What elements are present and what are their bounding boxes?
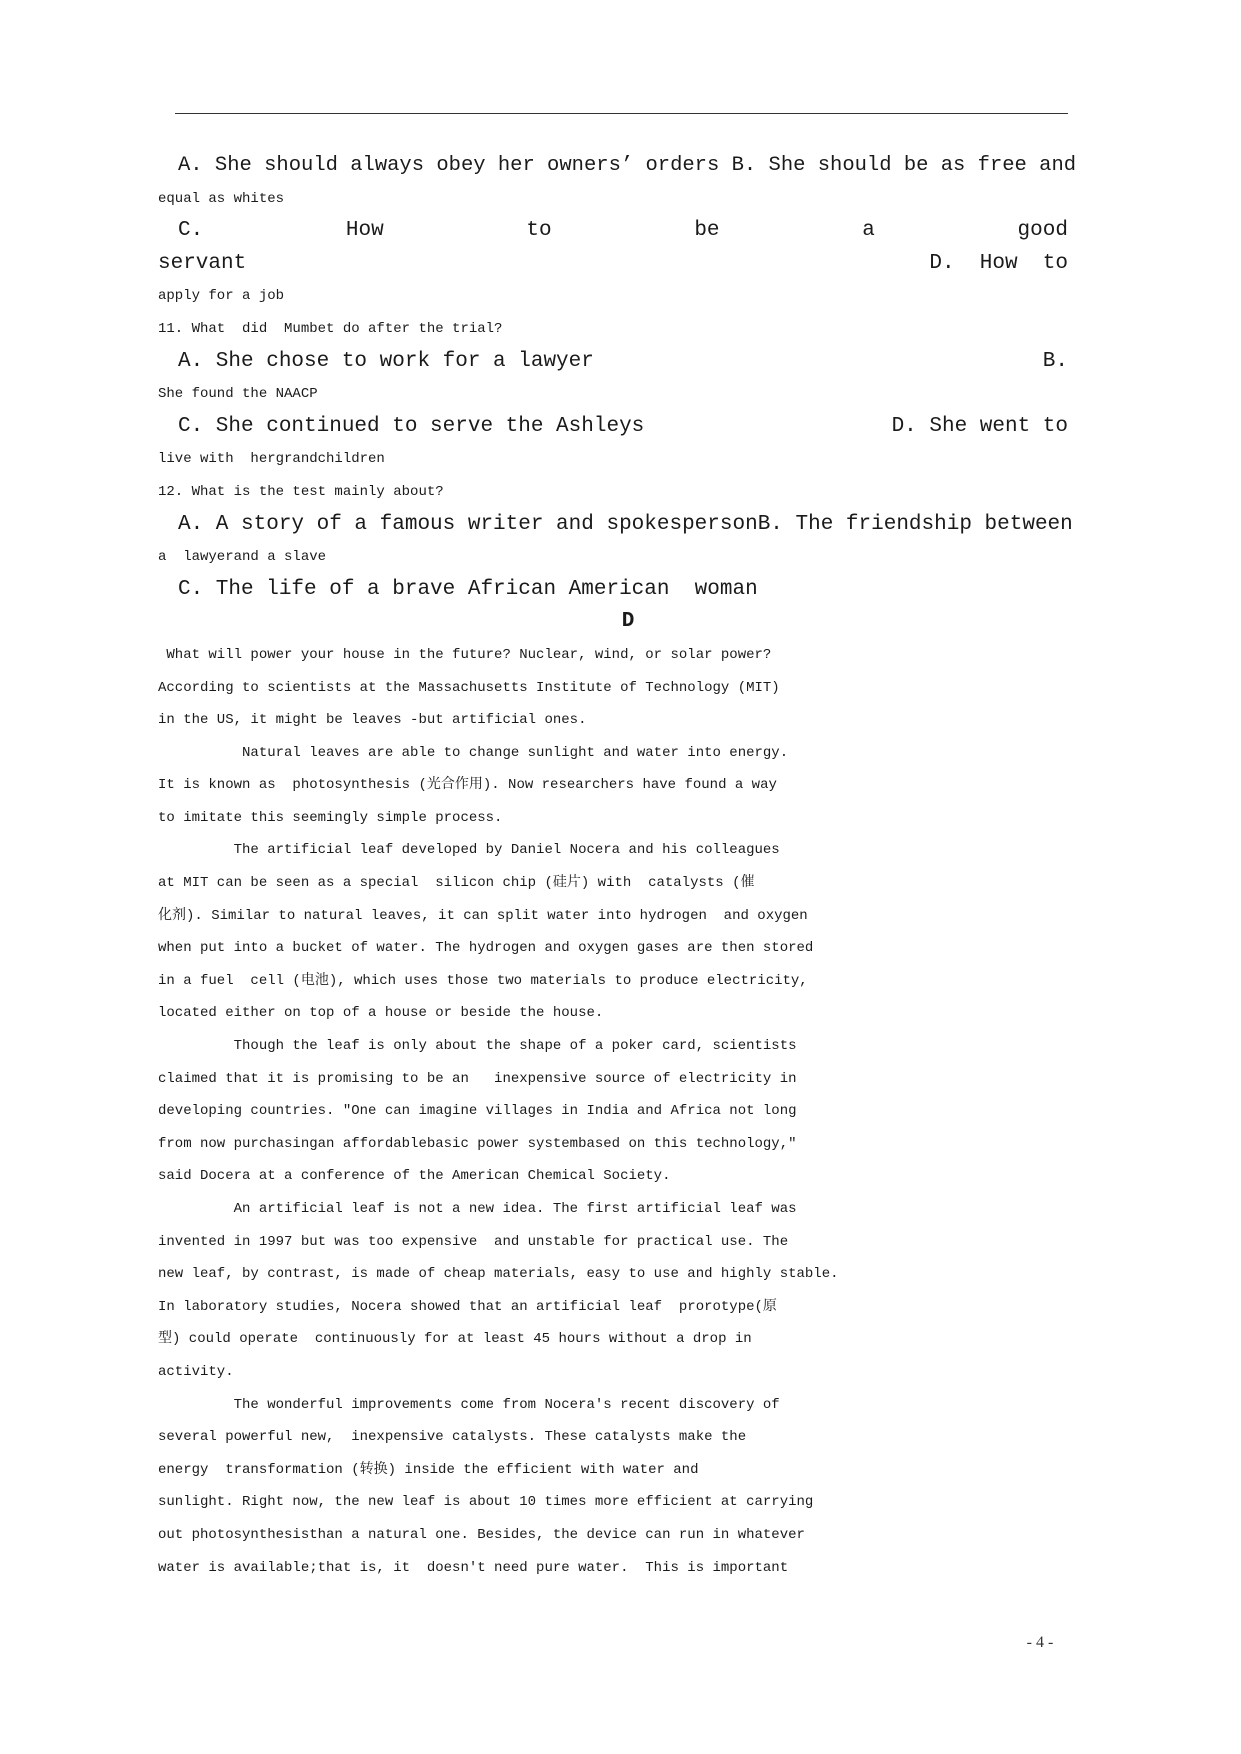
passage-line: sunlight. Right now, the new leaf is about 10 times more efficient at carrying xyxy=(158,1494,814,1511)
passage-line: Though the leaf is only about the shape of a poker card, scientists xyxy=(158,1038,797,1055)
passage-line: located either on top of a house or beside the house. xyxy=(158,1005,604,1022)
passage-line: from now purchasingan affordablebasic power systembased on this technology," xyxy=(158,1135,797,1152)
q11-option-a: A. She chose to work for a lawyer xyxy=(178,349,594,373)
page-number: - 4 - xyxy=(1026,1634,1054,1651)
passage-line: out photosynthesisthan a natural one. Besides, the device can run in whatever xyxy=(158,1526,805,1543)
passage-line: According to scientists at the Massachusetts Institute of Technology (MIT) xyxy=(158,679,780,696)
passage-line: Natural leaves are able to change sunlight and water into energy. xyxy=(158,744,789,761)
q10-option-a: A. She should always obey her owners’ orders xyxy=(178,154,720,177)
passage-line: It is known as photosynthesis (光合作用). Now researchers have found a way xyxy=(158,777,777,794)
passage-line: claimed that it is promising to be an inexpensive source of electricity in xyxy=(158,1070,797,1087)
passage xyxy=(158,639,1068,1584)
passage-line: at MIT can be seen as a special silicon chip (硅片) with catalysts (催 xyxy=(158,875,755,892)
q10-option-c-word: good xyxy=(1017,219,1068,243)
q11-options-line-1 xyxy=(178,346,1068,379)
q11-option-d: D. She went to xyxy=(891,414,1068,438)
passage-line: The artificial leaf developed by Daniel Nocera and his colleagues xyxy=(158,842,780,859)
q12-option-c: C. The life of a brave African American woman xyxy=(178,577,758,601)
q10-options-line-1 xyxy=(178,150,1077,183)
q10-option-c-word: a xyxy=(862,219,875,243)
passage-line: 型) could operate continuously for at least 45 hours without a drop in xyxy=(158,1331,752,1348)
q10-option-c-word: How xyxy=(345,219,384,243)
passage-line: What will power your house in the future? Nuclear, wind, or solar power? xyxy=(158,646,772,663)
passage-line: when put into a bucket of water. The hydrogen and oxygen gases are then stored xyxy=(158,940,814,957)
q12-options-line-1 xyxy=(178,509,1073,542)
passage-line: to imitate this seemingly simple process. xyxy=(158,809,503,826)
passage-line: new leaf, by contrast, is made of cheap materials, easy to use and highly stable. xyxy=(158,1266,839,1283)
q11-option-c: C. She continued to serve the Ashleys xyxy=(178,414,645,438)
passage-line: water is available;that is, it doesn't need pure water. This is important xyxy=(158,1559,789,1576)
q12-stem: 12. What is the test mainly about? xyxy=(158,483,444,500)
q11-option-b-continued: She found the NAACP xyxy=(158,386,318,403)
passage-line: invented in 1997 but was too expensive and unstable for practical use. The xyxy=(158,1233,789,1250)
document-body xyxy=(158,150,1077,1584)
q10-option-b: B. She should be as free and xyxy=(731,154,1077,177)
passage-line: developing countries. "One can imagine villages in India and Africa not long xyxy=(158,1103,797,1120)
q10-option-c-line xyxy=(178,215,1068,248)
q10-servant-line xyxy=(158,248,1068,281)
q11-options-line-2 xyxy=(178,411,1068,444)
q10-option-d: D. How to xyxy=(929,251,1068,275)
q10-option-c-word: C. xyxy=(178,219,204,243)
passage-line: In laboratory studies, Nocera showed that an artificial leaf prorotype(原 xyxy=(158,1298,777,1315)
q12-option-b-continued: a lawyerand a slave xyxy=(158,549,327,566)
q10-option-c-word: to xyxy=(526,219,552,243)
passage-line: The wonderful improvements come from Nocera's recent discovery of xyxy=(158,1396,780,1413)
passage-line: 化剂). Similar to natural leaves, it can split water into hydrogen and oxygen xyxy=(158,907,808,924)
q11-option-d-continued: live with hergrandchildren xyxy=(158,451,385,468)
passage-line: said Docera at a conference of the American Chemical Society. xyxy=(158,1168,671,1185)
q11-option-b: B. xyxy=(1042,349,1068,373)
q10-option-d-continued: apply for a job xyxy=(158,288,285,305)
passage-line: energy transformation (转换) inside the efficient with water and xyxy=(158,1461,699,1478)
passage-line: several powerful new, inexpensive catalysts. These catalysts make the xyxy=(158,1429,747,1446)
passage-line: in a fuel cell (电池), which uses those two materials to produce electricity, xyxy=(158,972,808,989)
passage-line: An artificial leaf is not a new idea. The first artificial leaf was xyxy=(158,1201,797,1217)
q10-option-c-word: be xyxy=(694,219,720,243)
q12-option-a: A. A story of a famous writer and spokesperson xyxy=(178,512,758,536)
q10-option-b-continued: equal as whites xyxy=(158,190,285,207)
passage-line: in the US, it might be leaves -but artificial ones. xyxy=(158,712,587,729)
header-rule xyxy=(175,113,1068,114)
q12-option-b: B. The friendship between xyxy=(757,512,1073,536)
q11-stem: 11. What did Mumbet do after the trial? xyxy=(158,320,503,337)
passage-line: activity. xyxy=(158,1363,234,1380)
section-heading: D xyxy=(621,610,635,634)
q10-option-c-continued: servant xyxy=(158,251,247,275)
